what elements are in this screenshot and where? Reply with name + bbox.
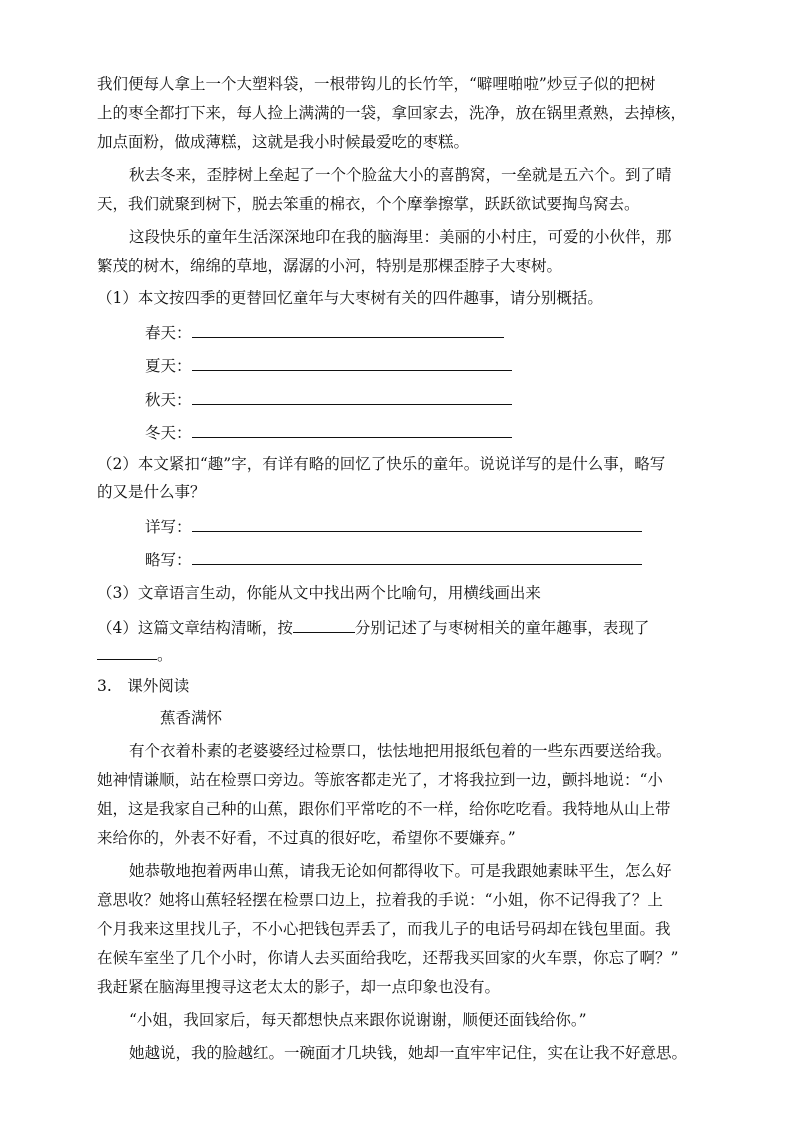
detail-label: 详写： bbox=[145, 518, 192, 536]
q4-end: 。 bbox=[157, 646, 173, 664]
question-4 bbox=[97, 616, 649, 638]
season-label: 春天： bbox=[145, 324, 192, 342]
answer-blank[interactable] bbox=[192, 548, 642, 565]
answer-blank[interactable] bbox=[192, 421, 512, 438]
question-1: （1）本文按四季的更替回忆童年与大枣树有关的四件趣事，请分别概括。 bbox=[97, 289, 603, 307]
season-label: 夏天： bbox=[145, 357, 192, 375]
text-line: 秋去冬来，歪脖树上垒起了一个个脸盆大小的喜鹊窝，一垒就是五六个。到了晴 bbox=[129, 166, 672, 184]
answer-blank[interactable] bbox=[97, 643, 157, 660]
answer-row-winter bbox=[145, 421, 512, 443]
text-line: 繁茂的树木，绵绵的草地，潺潺的小河，特别是那棵歪脖子大枣树。 bbox=[97, 257, 563, 275]
text-line: 天，我们就聚到树下，脱去笨重的棉衣，个个摩拳擦掌，跃跃欲试要掏鸟窝去。 bbox=[97, 195, 640, 213]
text-line: 我们便每人拿上一个大塑料袋，一根带钩儿的长竹竿，“噼哩啪啦”炒豆子似的把树 bbox=[97, 75, 656, 93]
question-2-cont: 的又是什么事？ bbox=[97, 483, 206, 501]
text-line: 她越说，我的脸越红。一碗面才几块钱，她却一直牢牢记住，实在让我不好意思。 bbox=[129, 1044, 688, 1062]
text-line: 姐，这是我家自己种的山蕉，跟你们平常吃的不一样，给你吃吃看。我特地从山上带 bbox=[97, 800, 671, 818]
text-line: 来给你的，外表不好看，不过真的很好吃，希望你不要嫌弃。” bbox=[97, 829, 516, 847]
answer-blank[interactable] bbox=[192, 515, 642, 532]
text-line: 我赶紧在脑海里搜寻这老太太的影子，却一点印象也没有。 bbox=[97, 978, 501, 996]
text-line: 她恭敬地抱着两串山蕉，请我无论如何都得收下。可是我跟她素昧平生，怎么好 bbox=[129, 862, 672, 880]
answer-row-summer bbox=[145, 354, 512, 376]
question-3: （3）文章语言生动，你能从文中找出两个比喻句，用横线画出来 bbox=[97, 584, 541, 602]
question-4-cont bbox=[97, 643, 173, 665]
text-line: 有个衣着朴素的老婆婆经过检票口，怯怯地把用报纸包着的一些东西要送给我。 bbox=[129, 742, 672, 760]
answer-row-spring bbox=[145, 321, 504, 343]
text-line: “小姐，我回家后，每天都想快点来跟你说谢谢，顺便还面钱给你。” bbox=[129, 1011, 587, 1029]
answer-row-detail bbox=[145, 515, 642, 537]
text-line: 加点面粉，做成薄糕，这就是我小时候最爱吃的枣糕。 bbox=[97, 133, 470, 151]
answer-blank[interactable] bbox=[293, 616, 355, 633]
passage-title: 蕉香满怀 bbox=[160, 709, 223, 727]
text-line: 这段快乐的童年生活深深地印在我的脑海里：美丽的小村庄，可爱的小伙伴，那 bbox=[129, 228, 672, 246]
text-line: 上的枣全都打下来，每人捡上满满的一袋，拿回家去，洗净，放在锅里煮熟，去掉核， bbox=[97, 104, 687, 122]
season-label: 冬天： bbox=[145, 424, 192, 442]
text-line: 个月我来这里找儿子，不小心把钱包弄丢了，而我儿子的电话号码却在钱包里面。我 bbox=[97, 920, 671, 938]
q4-text: 分别记述了与枣树相关的童年趣事，表现了 bbox=[354, 619, 650, 637]
season-label: 秋天： bbox=[145, 391, 192, 409]
text-line: 她神情谦顺，站在检票口旁边。等旅客都走光了，才将我拉到一边，颤抖地说：“小 bbox=[97, 771, 663, 789]
answer-row-autumn bbox=[145, 388, 512, 410]
section-heading: 3. 课外阅读 bbox=[97, 677, 190, 695]
answer-blank[interactable] bbox=[192, 321, 504, 338]
text-line: 意思收？她将山蕉轻轻摆在检票口边上，拉着我的手说：“小姐，你不记得我了？上 bbox=[97, 891, 663, 909]
q4-text: （4）这篇文章结构清晰，按 bbox=[97, 619, 293, 637]
answer-blank[interactable] bbox=[192, 388, 512, 405]
brief-label: 略写： bbox=[145, 551, 192, 569]
question-2: （2）本文紧扣“趣”字，有详有略的回忆了快乐的童年。说说详写的是什么事，略写 bbox=[97, 455, 666, 473]
answer-row-brief bbox=[145, 548, 642, 570]
answer-blank[interactable] bbox=[192, 354, 512, 371]
text-line: 在候车室坐了几个小时，你请人去买面给我吃，还帮我买回家的火车票，你忘了啊？” bbox=[97, 949, 679, 967]
